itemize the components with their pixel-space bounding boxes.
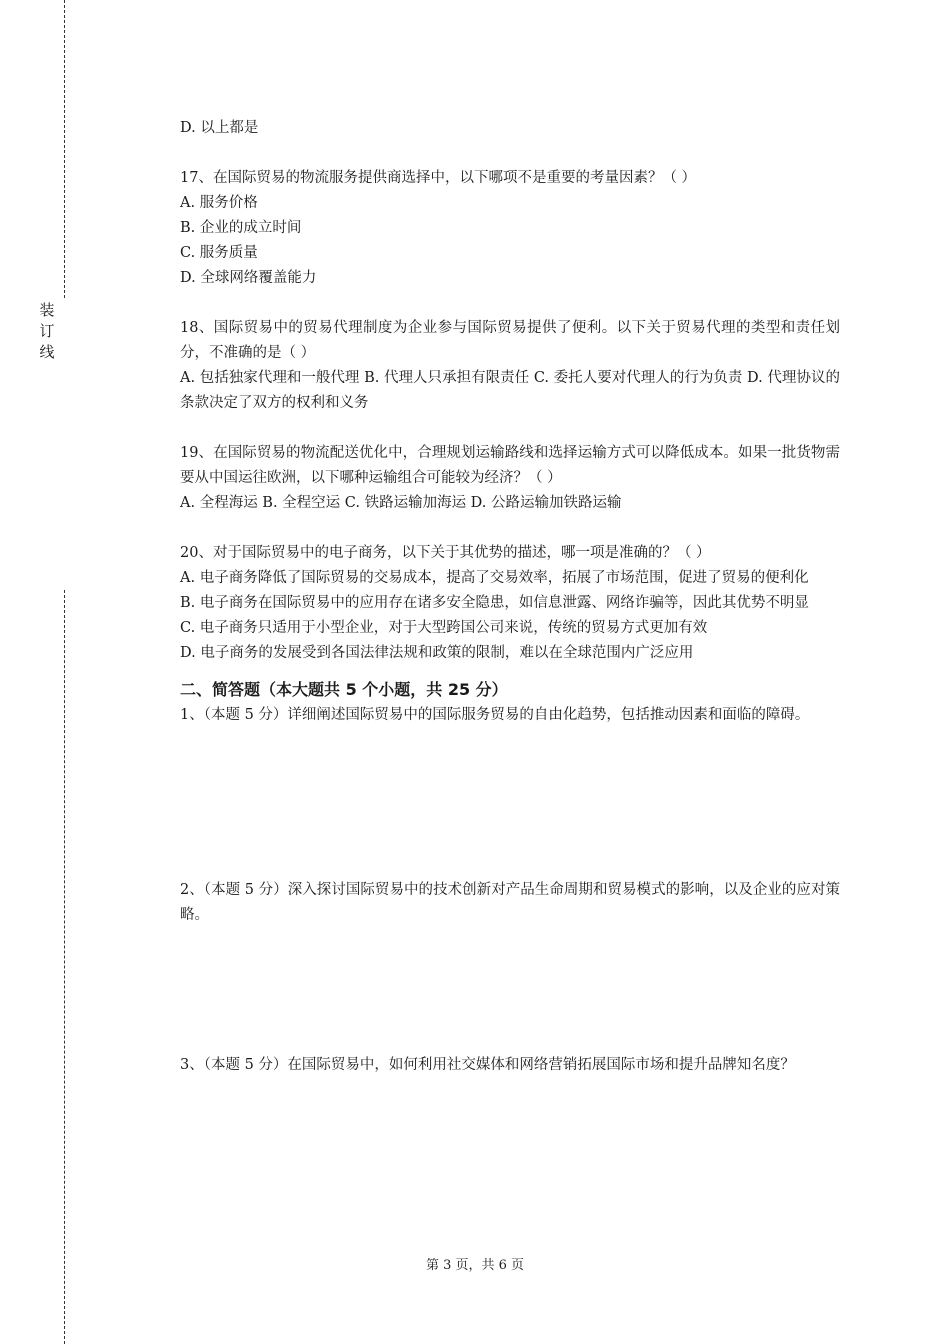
option-d: D. 电子商务的发展受到各国法律法规和政策的限制，难以在全球范围内广泛应用 — [180, 645, 694, 661]
question-stem: 19、在国际贸易的物流配送优化中，合理规划运输路线和选择运输方式可以降低成本。如果一批货物需要从中国运往欧洲，以下哪种运输组合可能较为经济？（ ） — [180, 445, 840, 486]
short-answer-1: 1、（本题 5 分）详细阐述国际贸易中的国际服务贸易的自由化趋势，包括推动因素和面临的障碍。 — [180, 707, 810, 723]
section-title: 二、简答题（本大题共 5 个小题，共 25 分） — [180, 680, 508, 699]
binding-line-top — [64, 0, 65, 298]
page-footer: 第 3 页，共 6 页 — [425, 1258, 525, 1273]
prev-question-option-d: D. 以上都是 — [180, 120, 259, 136]
question-18 — [180, 316, 840, 416]
question-stem: 20、对于国际贸易中的电子商务，以下关于其优势的描述，哪一项是准确的？（ ） — [180, 545, 711, 561]
short-answer-2: 2、（本题 5 分）深入探讨国际贸易中的技术创新对产品生命周期和贸易模式的影响，以及企业的应对策略。 — [180, 882, 840, 923]
question-17 — [180, 166, 840, 291]
options-inline: A. 包括独家代理和一般代理 B. 代理人只承担有限责任 C. 委托人要对代理人的行为负责 D. 代理协议的条款决定了双方的权利和义务 — [180, 370, 840, 411]
binding-char: 装 — [39, 301, 55, 319]
question-stem: 18、国际贸易中的贸易代理制度为企业参与国际贸易提供了便利。以下关于贸易代理的类型和责任划分，不准确的是（ ） — [180, 320, 840, 361]
option-d: D. 全球网络覆盖能力 — [180, 270, 317, 286]
question-stem: 17、在国际贸易的物流服务提供商选择中，以下哪项不是重要的考量因素？（ ） — [180, 170, 697, 186]
option-a: A. 服务价格 — [180, 195, 258, 211]
question-19 — [180, 441, 840, 516]
binding-char: 线 — [39, 343, 55, 361]
option-b: B. 企业的成立时间 — [180, 220, 302, 236]
option-c: C. 电子商务只适用于小型企业，对于大型跨国公司来说，传统的贸易方式更加有效 — [180, 620, 708, 636]
short-answer-3: 3、（本题 5 分）在国际贸易中，如何利用社交媒体和网络营销拓展国际市场和提升品牌知名度？ — [180, 1057, 795, 1073]
binding-char: 订 — [39, 322, 55, 340]
exam-content — [180, 116, 840, 1078]
question-20 — [180, 541, 840, 666]
option-c: C. 服务质量 — [180, 245, 258, 261]
options-inline: A. 全程海运 B. 全程空运 C. 铁路运输加海运 D. 公路运输加铁路运输 — [180, 495, 622, 511]
binding-line-bottom — [64, 590, 65, 1344]
option-b: B. 电子商务在国际贸易中的应用存在诸多安全隐患，如信息泄露、网络诈骗等，因此其优势不明显 — [180, 595, 809, 611]
option-a: A. 电子商务降低了国际贸易的交易成本，提高了交易效率，拓展了市场范围，促进了贸易的便利化 — [180, 570, 809, 586]
binding-label — [37, 300, 57, 363]
